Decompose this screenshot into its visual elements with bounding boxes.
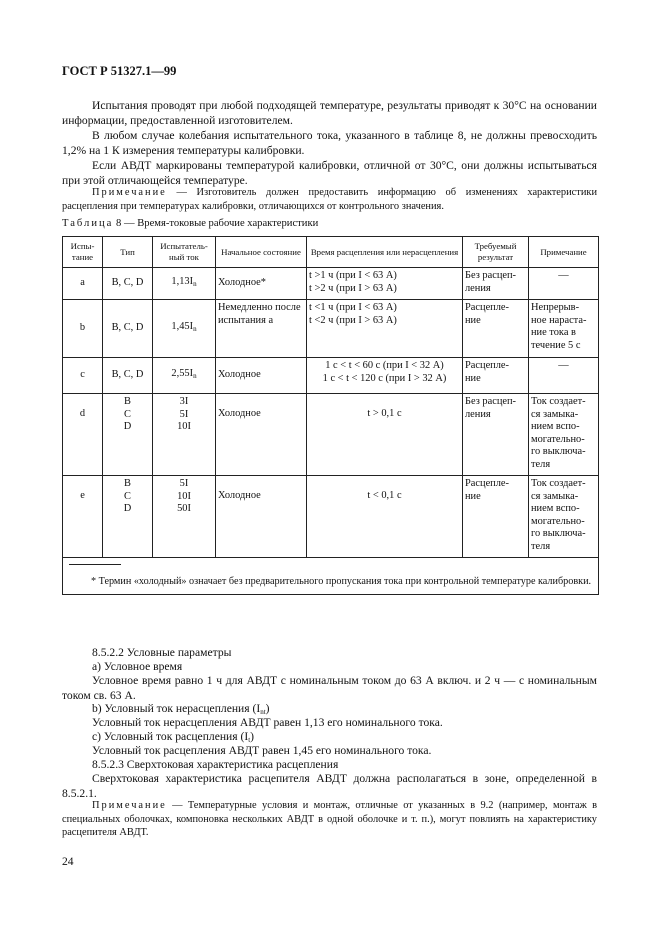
paragraph-conditional-time: Условное время равно 1 ч для АВДТ с номинальным током до 63 А включ. и 2 ч — с номинальным током св. 63 А. (62, 674, 597, 702)
header-result: Требуемый результат (463, 237, 529, 268)
paragraph-tripping: Условный ток расцепления АВДТ равен 1,45 его номинального тока. (92, 744, 432, 757)
table-row: e B C D 5I 10I 50I Холодное t < 0,1 с Расцепле- ние Ток создает- ся замыка- нием вспо- могательно- го выключа- теля (63, 476, 599, 558)
section-heading-8-5-2-2: 8.5.2.2 Условные параметры (92, 646, 232, 659)
intro-note (62, 186, 597, 213)
table-caption: Таблица 8 — Время-токовые рабочие характеристики (62, 218, 319, 229)
intro-paragraph-1: Испытания проводят при любой подходящей температуре, результаты приводят к 30°С на основании информации, предоставленной изготовителем. (62, 99, 597, 127)
paragraph-non-tripping: Условный ток нерасцепления АВДТ равен 1,13 его номинального тока. (92, 716, 443, 729)
table-row: c B, C, D $2,55I_n$ Холодное 1 с < t < 60 с (при I < 32 А) 1 с < t < 120 с (при I > 32 А) Расцепле- ние — (63, 358, 599, 394)
table-row: a B, C, D $1,13I_n$ Холодное* t >1 ч (при I < 63 А) t >2 ч (при I > 63 А) Без расцеп- ления — (63, 268, 599, 300)
intro-paragraph-2: В любом случае колебания испытательного тока, указанного в таблице 8, не должны превосходить 1,2% на 1 К измерения температуры калибровки. (62, 129, 597, 157)
page-number: 24 (62, 855, 74, 868)
note-label: Примечание (92, 187, 167, 198)
section-heading-8-5-2-3: 8.5.2.3 Сверхтоковая характеристика расцепления (92, 758, 339, 771)
table-row: b B, C, D $1,45I_n$ Немедленно после испытания a t <1 ч (при I < 63 А) t <2 ч (при I > 63 А) Расцепле- ние Непрерыв- ное нараста- ние тока в течение 5 с (63, 300, 599, 358)
header-note: Примечание (529, 237, 599, 268)
note-text: — Изготовитель должен предоставить информацию об изменениях характеристики расцепления при температурах калибровки, отличающихся от контрольного значения. (62, 187, 597, 212)
item-a: а) Условное время (92, 660, 183, 673)
header-type: Тип (103, 237, 153, 268)
paragraph-overcurrent: Сверхтоковая характеристика расцепителя АВДТ должна располагаться в зоне, определенной в 8.5.2.1. (62, 772, 597, 800)
header-initial: Начальное состояние (216, 237, 307, 268)
item-b: b) Условный ток нерасцепления $(I_{nt})$ (92, 702, 270, 716)
header-current: Испытатель- ный ток (153, 237, 216, 268)
table-row: d B C D 3I 5I 10I Холодное t > 0,1 с Без расцеп- ления Ток создает- ся замыка- нием вспо- могательно- го выключа- теля (63, 394, 599, 476)
table-footnote-row (63, 558, 599, 595)
document-header: ГОСТ Р 51327.1—99 (62, 64, 177, 78)
table-footnote: * Термин «холодный» означает без предварительного пропускания тока при контрольной температуре калибровки. (91, 576, 592, 587)
section-note: Примечание — Температурные условия и монтаж, отличные от указанных в 9.2 (например, монтаж в специальных оболочках, компоновка нескольких АВДТ в одной оболочке и т. п.), могут повлиять на характеристику расцепителя АВДТ. (62, 800, 597, 838)
table-header-row (63, 237, 599, 268)
time-current-table (62, 236, 599, 595)
header-test: Испы- тание (63, 237, 103, 268)
header-time: Время расцепления или нерасцепления (307, 237, 463, 268)
footnote-divider (69, 564, 121, 565)
intro-paragraph-3: Если АВДТ маркированы температурой калибровки, отличной от 30°С, они должны испытываться при этой отличающейся температуре. (62, 159, 597, 187)
item-c: c) Условный ток расцепления $(I_t)$ (92, 730, 255, 744)
